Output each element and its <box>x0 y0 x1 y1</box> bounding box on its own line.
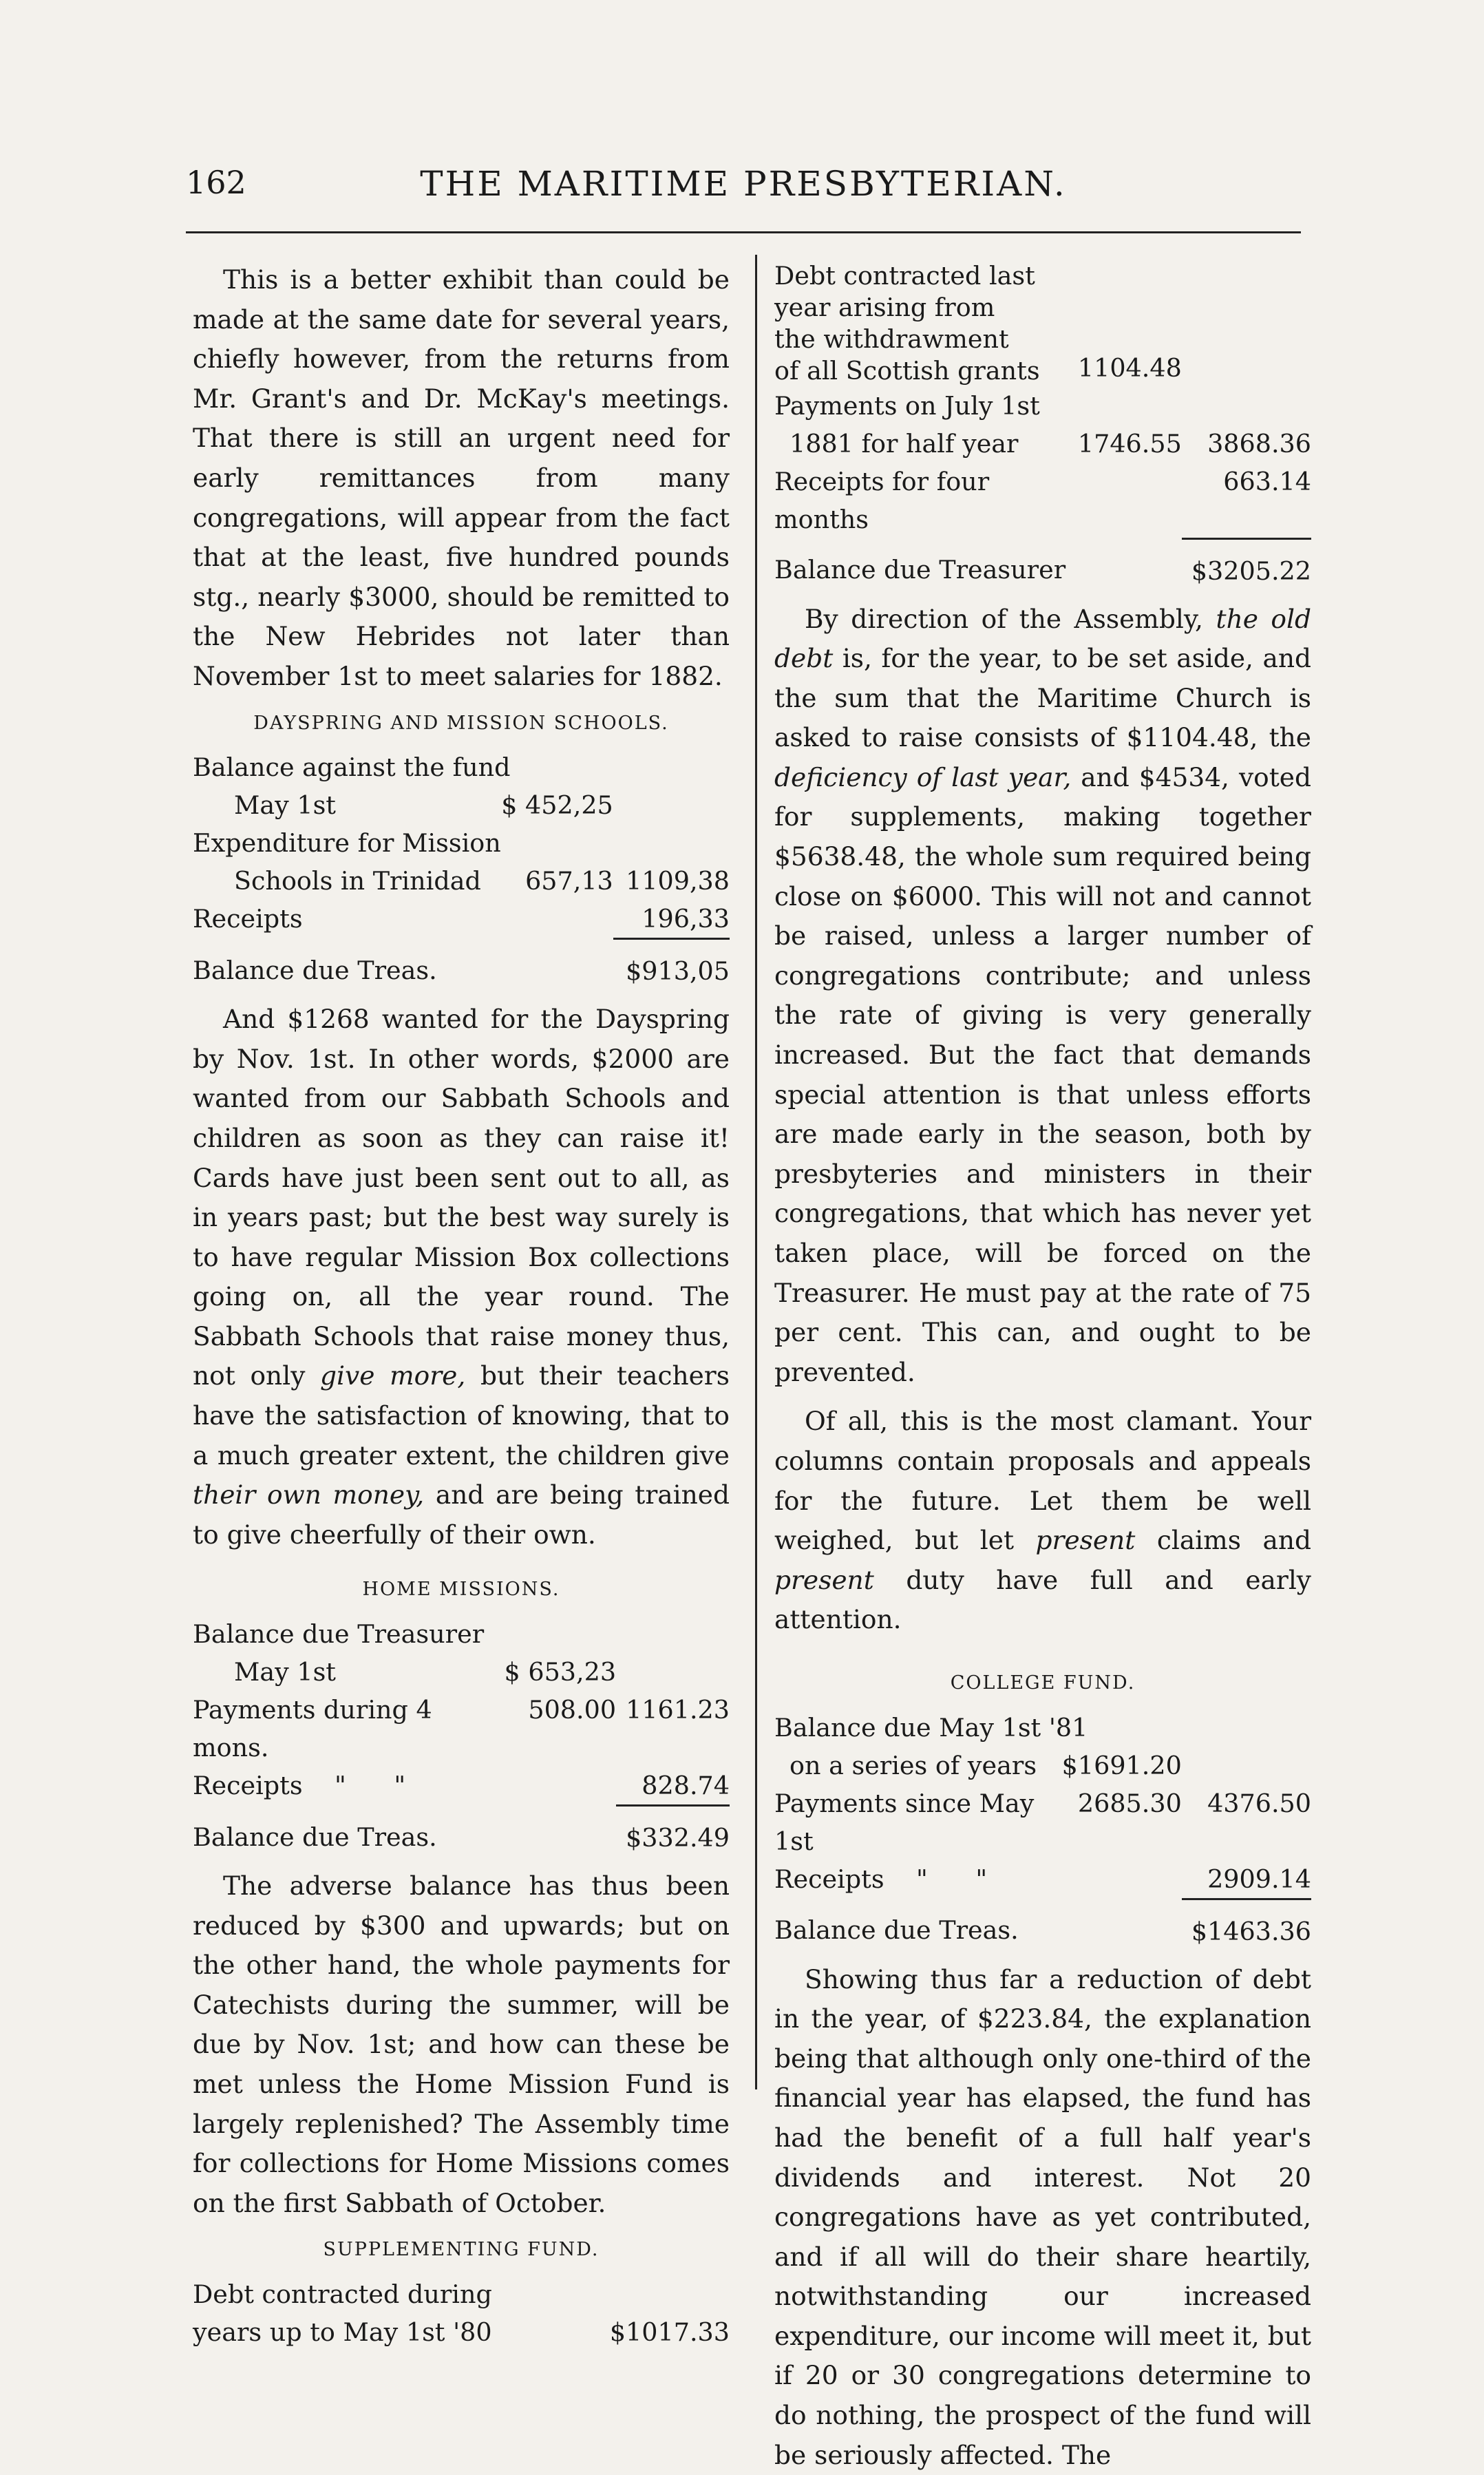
account-row <box>774 1747 1311 1784</box>
account-label: Receipts <box>193 904 303 934</box>
text-run: By direction of the Assembly, <box>805 603 1203 634</box>
account-total: 196,33 <box>642 904 730 934</box>
account-label: Balance due Treas. <box>193 955 437 985</box>
account-row <box>774 463 1311 538</box>
text-run: and $4534, voted for supplements, making together $5638.48, the whole sum required being close on $6000. This will not and cannot be raised, unless a larger number of congregations contribute; and unless the rate of giving is very generally increased. But the fact that demands special attention is that unless efforts are made early in the season, both by presbyteries and ministers in their congregations, that which has never yet taken place, will be forced on the Treasurer. He must pay at the rate of 75 per cent. This can, and ought to be prevented. <box>774 761 1311 1387</box>
account-dayspring <box>193 748 730 990</box>
right-column <box>774 260 1311 2475</box>
account-total-row <box>193 939 730 991</box>
account-row <box>193 824 730 862</box>
account-total <box>613 786 730 824</box>
italic-run: the old debt <box>774 603 1311 674</box>
paragraph <box>774 600 1311 1393</box>
italic-run: their own money, <box>193 1479 425 1510</box>
account-row <box>774 387 1311 425</box>
account-label: Balance due Treas. <box>193 1822 437 1852</box>
account-row <box>193 1653 730 1691</box>
account-label: Expenditure for Mission <box>193 828 501 859</box>
account-label: Debt contracted last year arising from the withdrawment of all Scottish grants <box>774 261 1040 386</box>
account-label: Balance due May 1st '81 <box>774 1712 1088 1742</box>
account-total: 828.74 <box>642 1771 730 1801</box>
account-supplementing-start <box>193 2275 730 2351</box>
account-total-row <box>193 1806 730 1857</box>
account-total-row <box>774 1899 1311 1950</box>
account-label: Receipts " " <box>774 1864 988 1894</box>
account-home <box>193 1615 730 1857</box>
text-run: claims and <box>1156 1525 1311 1556</box>
text-run: Of all, this is the most clamant. Your columns contain proposals and appeals for the future. Let them be well weighed, but let <box>774 1406 1311 1556</box>
account-label: Schools in Trinidad <box>234 866 481 896</box>
header-rule <box>186 231 1301 233</box>
account-college <box>774 1709 1311 1950</box>
account-amount <box>495 1767 617 1806</box>
text-run: but their teachers have the satisfaction of knowing, that to a much greater extent, the children give <box>193 1360 730 1471</box>
account-balance: $3205.22 <box>1182 538 1311 590</box>
account-total <box>1182 260 1311 387</box>
account-label: Debt contracted during <box>193 2279 492 2309</box>
account-label: Balance against the fund <box>193 752 511 783</box>
account-row <box>193 1691 730 1767</box>
account-total: $1017.33 <box>609 2317 730 2347</box>
account-total: 1161.23 <box>626 1695 730 1725</box>
account-amount: 1746.55 <box>1077 429 1182 459</box>
text-run: duty have full and early attention. <box>774 1564 1311 1635</box>
account-label: Receipts " " <box>193 1771 406 1801</box>
account-row <box>774 1709 1311 1747</box>
account-row <box>774 1784 1311 1860</box>
account-label: May 1st <box>234 1657 336 1687</box>
page-number: 162 <box>186 164 246 201</box>
account-row <box>193 2275 730 2313</box>
running-header <box>186 164 1301 219</box>
section-heading-college: COLLEGE FUND. <box>950 1672 1136 1694</box>
account-label: Payments on July 1st <box>774 391 1040 421</box>
section-heading-home: HOME MISSIONS. <box>362 1579 560 1601</box>
account-amount <box>1068 463 1182 538</box>
account-label: Payments since May 1st <box>774 1788 1035 1856</box>
italic-run: present <box>774 1564 874 1595</box>
paragraph: This is a better exhibit than could be made at the same date for several years, chiefly however, from the returns from Mr. Grant's and Dr. McKay's meetings. That there is still an urgent need for early remittances from many congregations, will appear from the fact that at the least, five hundred pounds stg., nearly $3000, should be remitted to the New Hebrides not later than November 1st to meet salaries for 1882. <box>193 264 730 691</box>
account-amount: $ 452,25 <box>501 790 613 821</box>
account-row <box>193 1615 730 1653</box>
account-row <box>193 1767 730 1806</box>
account-total: 2909.14 <box>1207 1864 1311 1894</box>
account-amount: $ 653,23 <box>504 1657 617 1687</box>
account-balance: $913,05 <box>613 939 730 991</box>
italic-run: present <box>1035 1525 1136 1556</box>
account-label: Balance due Treas. <box>774 1915 1019 1946</box>
account-total: 663.14 <box>1223 467 1311 496</box>
account-label: Receipts for four months <box>774 467 990 534</box>
account-amount: $1691.20 <box>1061 1750 1182 1780</box>
left-column <box>193 260 730 2351</box>
account-total-row <box>774 538 1311 590</box>
account-balance: $1463.36 <box>1182 1899 1311 1950</box>
paragraph: The adverse balance has thus been reduced by $300 and upwards; but on the other hand, the whole payments for Catechists during the summer, will be due by Nov. 1st; and how can these be met unless the Home Mission Fund is largely replenished? The Assembly time for collections for Home Missions comes on the first Sabbath of October. <box>193 1871 730 2218</box>
italic-run: deficiency of last year, <box>774 761 1072 792</box>
section-heading-dayspring: DAYSPRING AND MISSION SCHOOLS. <box>253 712 669 734</box>
account-balance: $332.49 <box>616 1806 730 1857</box>
account-amount: 508.00 <box>528 1695 617 1725</box>
account-amount: 2685.30 <box>1077 1788 1182 1818</box>
italic-run: give more, <box>320 1360 466 1391</box>
account-amount <box>1052 1860 1182 1899</box>
account-row <box>193 786 730 824</box>
text-run: is, for the year, to be set aside, and the sum that the Maritime Church is asked to raise consists of $1104.48, the <box>774 643 1311 753</box>
account-row <box>193 900 730 939</box>
account-row <box>774 1860 1311 1899</box>
account-label: years up to May 1st '80 <box>193 2317 492 2347</box>
account-row <box>774 260 1311 387</box>
account-row <box>774 425 1311 463</box>
account-amount: 1104.48 <box>1077 353 1182 383</box>
paragraph <box>774 1402 1311 1640</box>
account-row <box>193 862 730 900</box>
text-run: And $1268 wanted for the Dayspring by Nov. 1st. In other words, $2000 are wanted from our Sabbath Schools and children as soon as they can raise it! Cards have just been sent out to all, as in years past; but the best way surely is to have regular Mission Box collections going on, all the year round. The Sabbath Schools that raise money thus, not only <box>193 1004 730 1391</box>
column-divider <box>755 255 757 2089</box>
paragraph <box>193 1000 730 1555</box>
section-heading-supplementing: SUPPLEMENTING FUND. <box>323 2239 600 2261</box>
account-label: Payments during 4 mons. <box>193 1695 432 1763</box>
account-row <box>193 2313 730 2351</box>
account-total <box>616 1653 730 1691</box>
text-run: and are being trained to give cheerfully of their own. <box>193 1479 730 1550</box>
account-label: on a series of years <box>789 1750 1037 1780</box>
account-row <box>193 748 730 786</box>
account-label: Balance due Treasurer <box>193 1619 485 1650</box>
account-supplementing-cont <box>774 260 1311 590</box>
account-total: 1109,38 <box>626 866 730 896</box>
running-title: THE MARITIME PRESBYTERIAN. <box>420 164 1067 204</box>
account-amount <box>489 900 613 939</box>
account-amount: 657,13 <box>525 866 613 896</box>
account-total: 4376.50 <box>1207 1788 1311 1818</box>
account-label: May 1st <box>234 790 336 821</box>
account-total <box>1182 1747 1311 1784</box>
account-label: Balance due Treasurer <box>774 555 1066 584</box>
account-total: 3868.36 <box>1207 429 1311 459</box>
account-label: 1881 for half year <box>789 429 1019 459</box>
paragraph: Showing thus far a reduction of debt in the year, of $223.84, the explanation being that although only one-third of the financial year has elapsed, the fund has had the benefit of a full half year's dividends and interest. Not 20 congregations have as yet contributed, and if all will do their share heartily, notwithstanding our increased expenditure, our income will meet it, but if 20 or 30 congregations determine to do nothing, the prospect of the fund will be seriously affected. The <box>774 1963 1311 2470</box>
